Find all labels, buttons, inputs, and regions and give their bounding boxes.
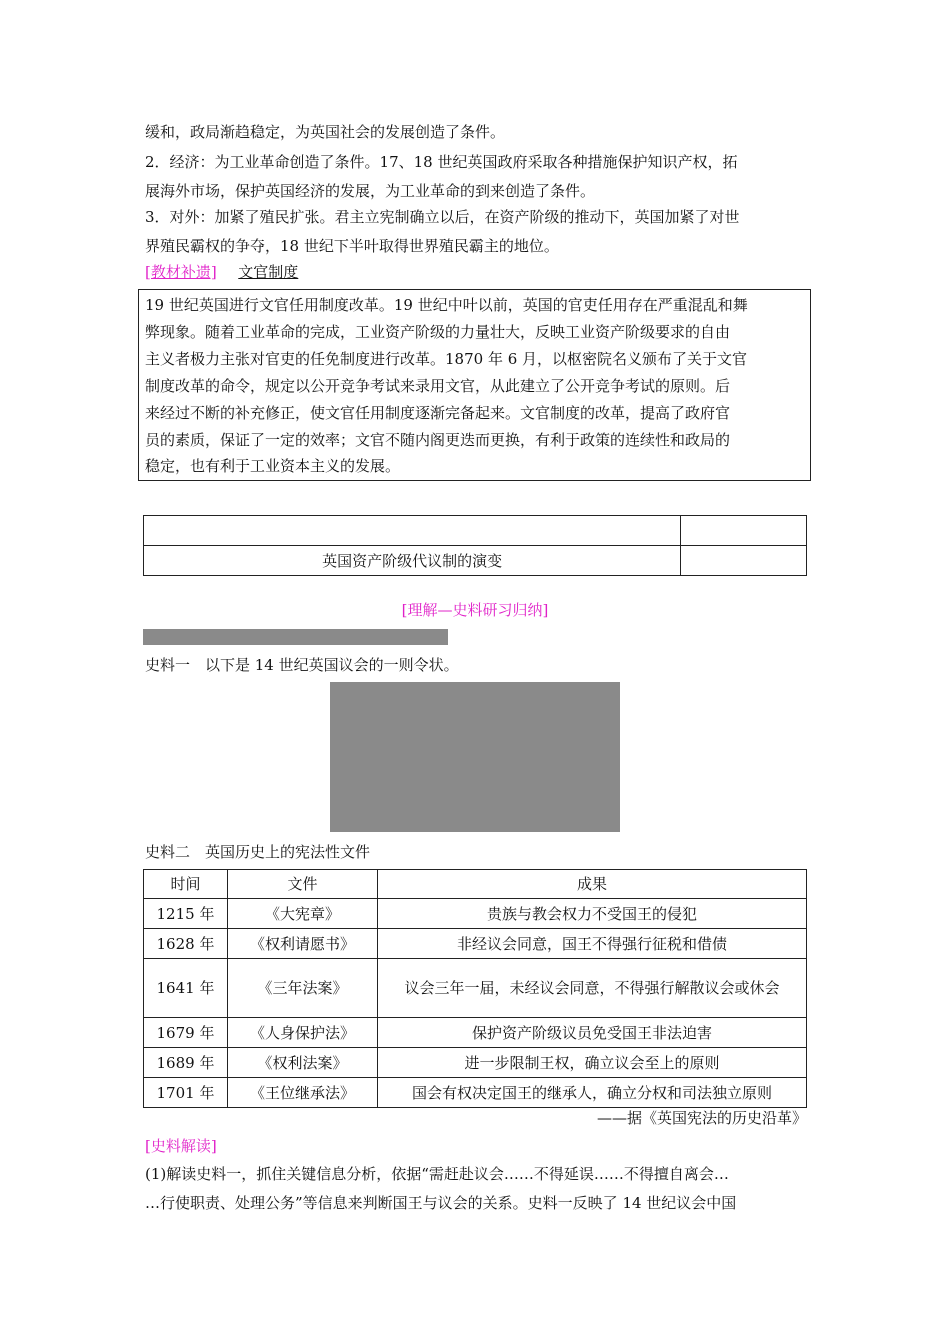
row-year: 1701 年 <box>144 1078 228 1108</box>
header-document: 文件 <box>228 870 378 899</box>
supplement-line-7: 稳定，也有利于工业资本主义的发展。 <box>145 457 401 475</box>
source-2-caption: 史料二 英国历史上的宪法性文件 <box>145 843 371 861</box>
table-row <box>144 1018 807 1048</box>
header-result: 成果 <box>378 870 807 899</box>
table-row <box>144 1048 807 1078</box>
row-year: 1689 年 <box>144 1048 228 1078</box>
writ-image <box>330 682 620 832</box>
redacted-banner <box>143 629 448 645</box>
header-time: 时间 <box>144 870 228 899</box>
supplement-tag: [教材补遗] <box>145 263 217 281</box>
supplement-line-5: 来经过不断的补充修正，使文官任用制度逐渐完备起来。文官制度的改革，提高了政府官 <box>145 404 731 422</box>
supplement-line-4: 制度改革的命令，规定以公开竞争考试来录用文官，从此建立了公开竞争考试的原则。后 <box>145 377 731 395</box>
row-document: 《权利请愿书》 <box>228 929 378 959</box>
table-row <box>144 1078 807 1108</box>
table-row <box>144 899 807 929</box>
row-document: 《王位继承法》 <box>228 1078 378 1108</box>
row-year: 1628 年 <box>144 929 228 959</box>
table-row <box>144 929 807 959</box>
supplement-title: 文官制度 <box>238 263 299 281</box>
row-result: 保护资产阶级议员免受国王非法迫害 <box>378 1018 807 1048</box>
row-document: 《三年法案》 <box>228 959 378 1018</box>
table-header-row <box>144 870 807 899</box>
supplement-line-2: 弊现象。随着工业革命的完成，工业资产阶级的力量壮大，反映工业资产阶级要求的自由 <box>145 323 731 341</box>
supplement-line-1: 19 世纪英国进行文官任用制度改革。19 世纪中叶以前，英国的官吏任用存在严重混乱和舞 <box>145 296 748 314</box>
interpretation-line-2: …行使职责、处理公务”等信息来判断国王与议会的关系。史料一反映了 14 世纪议会中国 <box>145 1194 737 1212</box>
row-result: 贵族与教会权力不受国王的侵犯 <box>378 899 807 929</box>
table-row <box>144 959 807 1018</box>
constitution-table <box>143 869 807 1108</box>
row-result: 国会有权决定国王的继承人，确立分权和司法独立原则 <box>378 1078 807 1108</box>
supplement-line-3: 主义者极力主张对官吏的任免制度进行改革。1870 年 6 月，以枢密院名义颁布了关于文官 <box>145 350 748 368</box>
interpretation-line-1: (1)解读史料一，抓住关键信息分析，依据“需赶赴议会……不得延误……不得擅自离会… <box>145 1165 729 1183</box>
row-document: 《权利法案》 <box>228 1048 378 1078</box>
study-heading: [理解—史料研习归纳] <box>401 601 549 619</box>
section-heading-table <box>143 515 807 576</box>
row-result: 议会三年一届，未经议会同意，不得强行解散议会或休会 <box>378 959 807 1018</box>
row-result: 非经议会同意，国王不得强行征税和借债 <box>378 929 807 959</box>
supplement-heading <box>145 262 298 282</box>
row-document: 《人身保护法》 <box>228 1018 378 1048</box>
section-heading-blank <box>144 516 681 546</box>
section-heading-side-cell <box>681 546 807 576</box>
row-year: 1641 年 <box>144 959 228 1018</box>
section-heading-side-blank <box>681 516 807 546</box>
section-heading: 英国资产阶级代议制的演变 <box>144 546 681 576</box>
row-result: 进一步限制王权，确立议会至上的原则 <box>378 1048 807 1078</box>
row-year: 1215 年 <box>144 899 228 929</box>
intro-line-4: 3．对外：加紧了殖民扩张。君主立宪制确立以后，在资产阶级的推动下，英国加紧了对世 <box>145 208 740 226</box>
intro-line-5: 界殖民霸权的争夺，18 世纪下半叶取得世界殖民霸主的地位。 <box>145 237 559 255</box>
row-document: 《大宪章》 <box>228 899 378 929</box>
row-year: 1679 年 <box>144 1018 228 1048</box>
intro-line-1: 缓和，政局渐趋稳定，为英国社会的发展创造了条件。 <box>145 123 506 141</box>
table-source: ——据《英国宪法的历史沿革》 <box>596 1109 807 1127</box>
supplement-line-6: 员的素质，保证了一定的效率；文官不随内阁更迭而更换，有利于政策的连续性和政局的 <box>145 431 731 449</box>
intro-line-3: 展海外市场，保护英国经济的发展，为工业革命的到来创造了条件。 <box>145 182 596 200</box>
interpretation-tag: [史料解读] <box>145 1137 217 1155</box>
intro-line-2: 2．经济：为工业革命创造了条件。17、18 世纪英国政府采取各种措施保护知识产权，拓 <box>145 153 738 171</box>
supplement-box <box>138 289 811 481</box>
source-1-caption: 史料一 以下是 14 世纪英国议会的一则令状。 <box>145 656 459 674</box>
